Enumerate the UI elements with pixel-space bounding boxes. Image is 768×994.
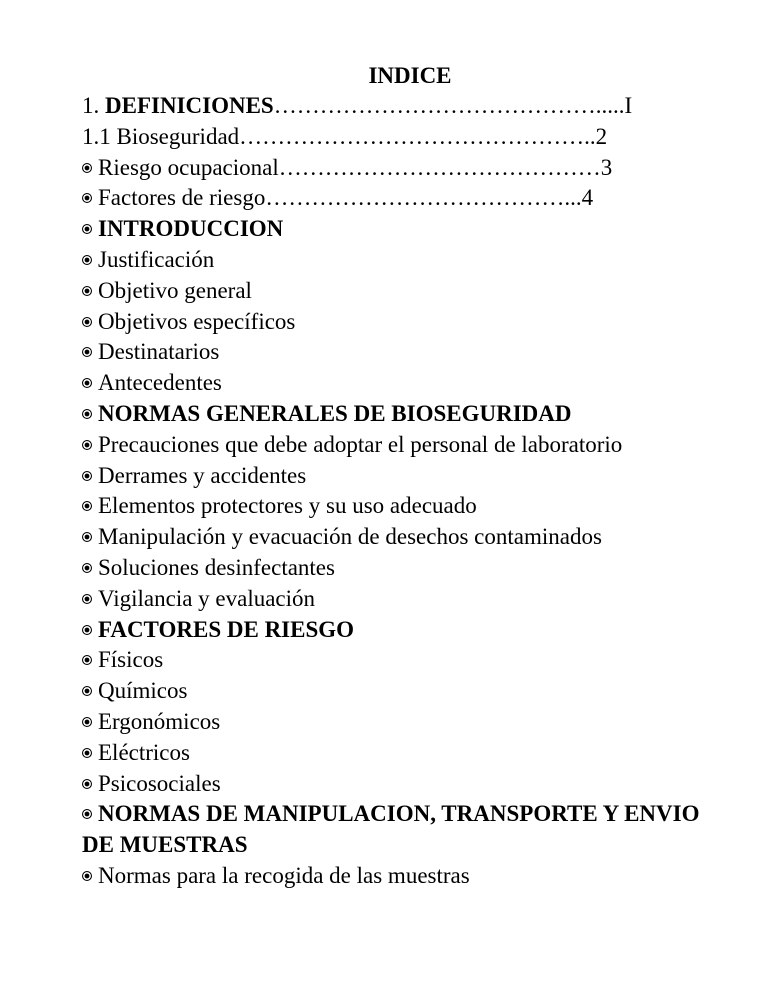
document-page <box>82 60 722 892</box>
entry-page-number: 4 <box>581 185 594 211</box>
bullet-icon <box>82 655 92 665</box>
bullet-icon <box>82 440 92 450</box>
entry-label: INTRODUCCION <box>98 216 284 242</box>
entry-label: 1.1 Bioseguridad <box>82 123 240 149</box>
index-entry <box>82 122 722 153</box>
bullet-icon <box>82 501 92 511</box>
entry-label: Derrames y accidentes <box>98 462 307 488</box>
index-entry <box>82 615 722 646</box>
bullet-icon <box>82 378 92 388</box>
index-entry <box>82 368 722 399</box>
index-entry <box>82 584 722 615</box>
index-entry <box>82 738 722 769</box>
bullet-icon <box>82 286 92 296</box>
index-entry <box>82 799 722 861</box>
index-entry <box>82 153 722 184</box>
bullet-icon <box>82 594 92 604</box>
entry-label: Antecedentes <box>98 370 222 396</box>
entry-page-number: 2 <box>595 123 608 149</box>
entry-label: Objetivo general <box>98 277 252 303</box>
bullet-icon <box>82 347 92 357</box>
index-entry <box>82 307 722 338</box>
entry-label: DEFINICIONES <box>105 93 274 118</box>
index-entry <box>82 276 722 307</box>
entry-label: Manipulación y evacuación de desechos contaminados <box>98 524 602 550</box>
bullet-icon <box>82 255 92 265</box>
entry-leader-dots: …………………………………… <box>278 154 601 180</box>
entry-page-number: I <box>624 93 633 118</box>
bullet-icon <box>82 317 92 327</box>
bullet-icon <box>82 717 92 727</box>
index-entry <box>82 676 722 707</box>
entry-label: Elementos protectores y su uso adecuado <box>98 493 477 519</box>
bullet-icon <box>82 779 92 789</box>
bullet-icon <box>82 809 92 819</box>
index-entry <box>82 707 722 738</box>
bullet-icon <box>82 686 92 696</box>
index-list <box>82 91 722 892</box>
index-entry <box>82 861 722 892</box>
bullet-icon <box>82 224 92 234</box>
index-entry <box>82 430 722 461</box>
entry-label: Riesgo ocupacional <box>98 154 279 180</box>
index-entry <box>82 245 722 276</box>
index-entry <box>82 553 722 584</box>
entry-label: NORMAS GENERALES DE BIOSEGURIDAD <box>98 400 572 426</box>
entry-label: Normas para la recogida de las muestras <box>98 862 470 888</box>
entry-leader-dots: ……………………………………….. <box>239 123 596 149</box>
bullet-icon <box>82 871 92 881</box>
bullet-icon <box>82 471 92 481</box>
index-entry <box>82 461 722 492</box>
entry-label: Factores de riesgo <box>98 185 266 211</box>
bullet-icon <box>82 409 92 419</box>
bullet-icon <box>82 193 92 203</box>
index-entry <box>82 399 722 430</box>
entry-label: Psicosociales <box>98 770 221 796</box>
entry-label: Objetivos específicos <box>98 308 296 334</box>
entry-number: 1. <box>82 93 105 118</box>
entry-label: Físicos <box>98 647 164 673</box>
entry-label: Ergonómicos <box>98 708 221 734</box>
index-entry <box>82 183 722 214</box>
entry-leader-dots: ……………………………………..... <box>273 93 625 118</box>
index-entry <box>82 91 722 122</box>
entry-label: NORMAS DE MANIPULACION, TRANSPORTE Y ENVIO DE MUESTRAS <box>82 801 700 858</box>
bullet-icon <box>82 532 92 542</box>
index-entry <box>82 769 722 800</box>
bullet-icon <box>82 563 92 573</box>
index-entry <box>82 522 722 553</box>
index-entry <box>82 645 722 676</box>
entry-label: FACTORES DE RIESGO <box>98 616 355 642</box>
entry-label: Químicos <box>98 678 188 704</box>
entry-label: Destinatarios <box>98 339 220 365</box>
bullet-icon <box>82 625 92 635</box>
index-entry <box>82 491 722 522</box>
index-entry <box>82 214 722 245</box>
bullet-icon <box>82 163 92 173</box>
entry-page-number: 3 <box>600 154 613 180</box>
entry-leader-dots: …………………………………... <box>265 185 582 211</box>
entry-label: Soluciones desinfectantes <box>98 554 335 580</box>
entry-label: Vigilancia y evaluación <box>98 585 316 611</box>
entry-label: Eléctricos <box>98 739 190 765</box>
entry-label: Precauciones que debe adoptar el personal de laboratorio <box>98 431 623 457</box>
entry-label: Justificación <box>98 246 215 272</box>
bullet-icon <box>82 748 92 758</box>
index-entry <box>82 337 722 368</box>
index-title: INDICE <box>368 63 452 88</box>
